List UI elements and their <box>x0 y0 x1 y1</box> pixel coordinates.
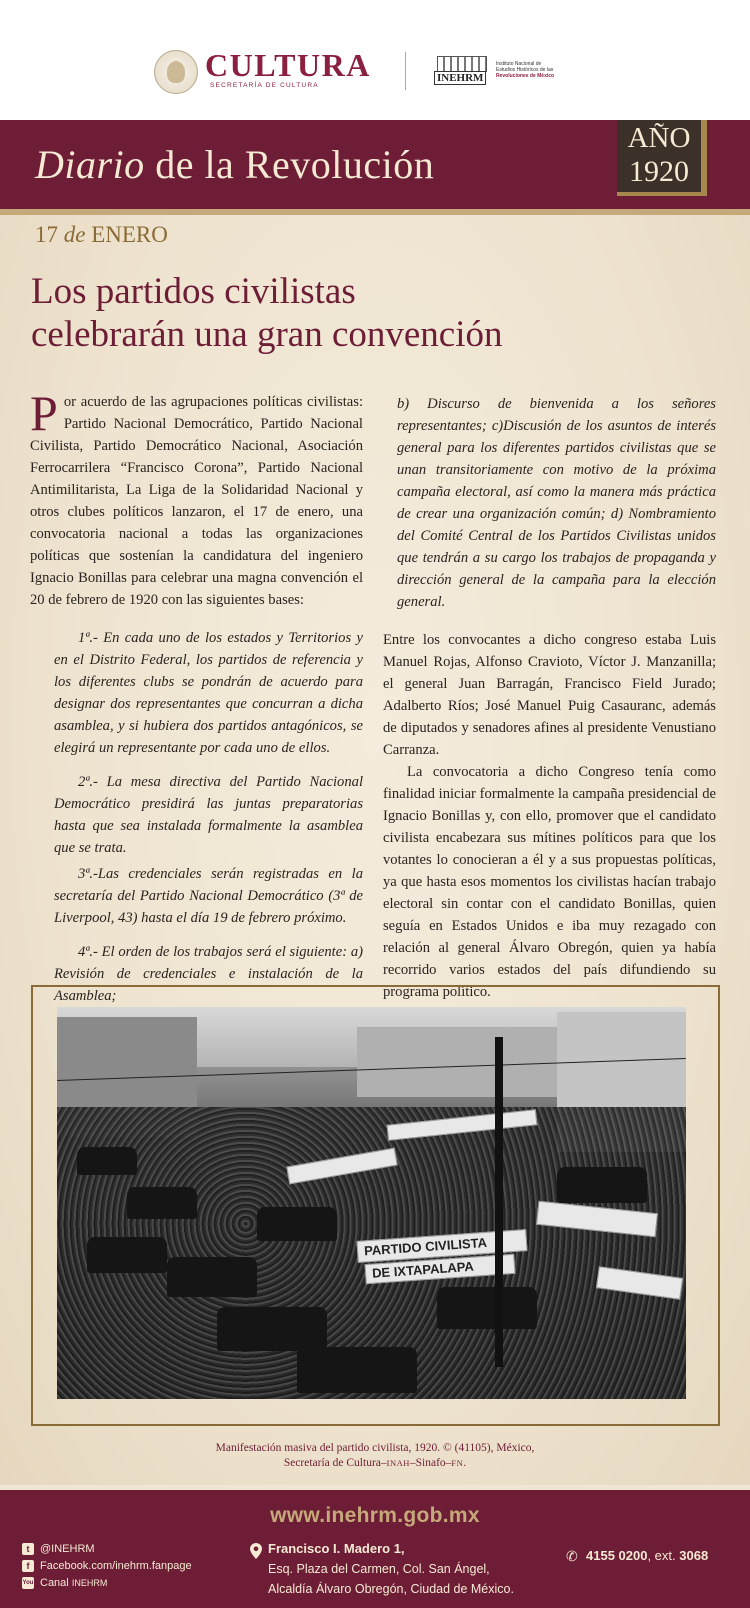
photo-caption <box>0 1441 750 1471</box>
photo-building-center <box>357 1027 557 1097</box>
photo-car <box>257 1207 337 1241</box>
social-links <box>22 1540 192 1591</box>
article-column-right <box>383 393 716 1003</box>
caption-inah: INAH <box>386 1458 410 1468</box>
year-label: AÑO <box>627 122 691 154</box>
header-band <box>0 0 750 120</box>
phone-number[interactable] <box>586 1548 708 1563</box>
facebook-url: Facebook.com/inehrm.fanpage <box>40 1559 192 1572</box>
photo-utility-pole <box>495 1037 503 1367</box>
historical-photo <box>57 1007 686 1399</box>
youtube-prefix: Canal <box>40 1576 69 1589</box>
inehrm-line-1: Instituto Nacional de <box>496 61 542 67</box>
caption-line-1: Manifestación masiva del partido civilista, 1920. © (41105), México, <box>215 1442 535 1454</box>
date-de: de <box>63 222 86 247</box>
intro-paragraph <box>30 385 363 611</box>
caption-line-2 <box>0 1456 750 1471</box>
article-date <box>35 222 168 248</box>
inehrm-building-icon <box>437 56 487 72</box>
year-value: 1920 <box>629 155 689 188</box>
address-street: Francisco I. Madero 1, <box>268 1541 405 1556</box>
caption-part: –Sinafo– <box>409 1457 452 1469</box>
government-seal-icon <box>154 50 198 94</box>
series-title <box>35 141 434 188</box>
inehrm-line-2: Estudios Históricos de las <box>496 67 554 73</box>
base-1: 1ª.- En cada uno de los estados y Territorios y en el Distrito Federal, los partidos de referencia y los diferentes clubs se pondrán de acuerdo para designar dos representantes que concurran a dicha asamblea, y si hubiera dos partidos antagónicos, se elegirá un representante por cada uno de ellos. <box>54 630 363 756</box>
date-month: ENERO <box>91 222 168 247</box>
paragraph-finalidad: La convocatoria a dicho Congreso tenía como finalidad iniciar formalmente la campaña presidencial de Ignacio Bonillas y, con ello, promover que el candidato civilista encabezara sus mítines políticos para que los votantes lo conocieran a él y a sus propuestas políticas, ya que hasta esos momentos los civilistas hacían trabajo electoral sin contar con el candidato Bonillas, quien seguía en Estados Unidos e iba muy rezagado con relación al general Álvaro Obregón, quien ya había recorrido varios estados del país difundiendo su programa político. <box>383 764 716 1000</box>
cultura-logo-title: CULTURA <box>205 47 371 83</box>
youtube-icon: You <box>22 1577 34 1589</box>
base-4: 4ª.- El orden de los trabajos será el siguiente: a) Revisión de credenciales e instalación de la Asamblea; <box>54 944 363 1004</box>
photo-banner-sign: PARTIDO CIVILISTA <box>356 1229 527 1263</box>
address <box>268 1539 514 1599</box>
inehrm-line-3: Revoluciones de México <box>496 73 555 79</box>
twitter-icon: t <box>22 1543 34 1555</box>
twitter-handle: @INEHRM <box>40 1542 95 1555</box>
photo-car <box>297 1347 417 1393</box>
photo-car <box>87 1237 167 1273</box>
location-pin-icon <box>250 1543 262 1559</box>
twitter-link[interactable] <box>22 1540 192 1557</box>
series-title-rest: de la Revolución <box>144 142 435 187</box>
intro-text: or acuerdo de las agrupaciones políticas civilistas: Partido Nacional Democrático, Partido Nacional Civilista, Partido Democrático Nacional, Asociación Ferrocarrilera “Francisco Corona”, Partido Nacional Antimilitarista, La Liga de la Solidaridad Nacional y otros clubes políticos lanzaron, el 17 de enero, una convocatoria nacional a todas las organizaciones políticas que sostenían la candidatura del ingeniero Ignacio Bonillas para celebrar una magna convención el 20 de febrero de 1920 con las siguientes bases: <box>30 394 363 608</box>
address-line-3: Alcaldía Álvaro Obregón, Ciudad de México. <box>268 1582 514 1596</box>
photo-car <box>217 1307 327 1351</box>
series-title-italic: Diario <box>35 142 145 187</box>
headline-line-2: celebrarán una gran convención <box>31 314 503 355</box>
photo-car <box>167 1257 257 1297</box>
base-4-continued: b) Discurso de bienvenida a los señores representantes; c)Discusión de los asuntos de interés general para los diferentes partidos civilistas que se unan transitoriamente con motivo de la próxima campaña electoral, así como la manera más práctica de crear una organización común; d) Nombramiento del Comité Central de los Partidos Civilistas unidos que tendrán a su cargo los trabajos de propaganda y dirección general de la campaña para la elección general. <box>397 396 716 610</box>
photo-car <box>437 1287 537 1329</box>
website-link[interactable]: www.inehrm.gob.mx <box>270 1504 480 1527</box>
photo-car <box>127 1187 197 1219</box>
youtube-link[interactable] <box>22 1574 192 1591</box>
caption-end: . <box>463 1457 467 1469</box>
phone-ext: 3068 <box>679 1548 709 1563</box>
headline-line-1: Los partidos civilistas <box>31 271 356 312</box>
phone-icon: ✆ <box>566 1550 578 1565</box>
inehrm-logo: INEHRM <box>434 71 486 85</box>
base-3: 3ª.-Las credenciales serán registradas en la secretaría del Partido Nacional Democrático (3ª de Liverpool, 43) hasta el día 19 de febrero próximo. <box>54 866 363 926</box>
base-2: 2ª.- La mesa directiva del Partido Nacional Democrático presidirá las juntas preparatorias hasta que sea instalada formalmente la asamblea que se trata. <box>54 774 363 856</box>
phone-ext-label: , ext. <box>647 1548 680 1563</box>
drop-cap: P <box>30 385 58 441</box>
logo-divider <box>405 52 406 90</box>
phone-main: 4155 0200 <box>586 1548 648 1563</box>
cultura-logo-subtitle: SECRETARÍA DE CULTURA <box>210 82 319 89</box>
inehrm-description <box>496 61 576 79</box>
article-column-left <box>30 385 363 1007</box>
facebook-link[interactable] <box>22 1557 192 1574</box>
date-day: 17 <box>35 222 58 247</box>
photo-banner-sign-2: DE IXTAPALAPA <box>364 1254 515 1284</box>
caption-part: Secretaría de Cultura– <box>283 1457 387 1469</box>
photo-car <box>77 1147 137 1175</box>
paragraph-convocantes: Entre los convocantes a dicho congreso estaba Luis Manuel Rojas, Alfonso Cravioto, Víctor J. Manzanilla; el general Juan Barragán, Francisco Field Jurado; Adalberto Ríos; José Manuel Puig Casauranc, además de diputados y senadores afines al presidente Venustiano Carranza. <box>383 632 716 758</box>
facebook-icon: f <box>22 1560 34 1572</box>
caption-fn: FN <box>451 1458 464 1468</box>
youtube-channel: INEHRM <box>71 1577 108 1588</box>
address-line-2: Esq. Plaza del Carmen, Col. San Ángel, <box>268 1562 490 1576</box>
article-headline <box>31 270 671 356</box>
year-box <box>617 120 707 196</box>
photo-car <box>557 1167 647 1203</box>
